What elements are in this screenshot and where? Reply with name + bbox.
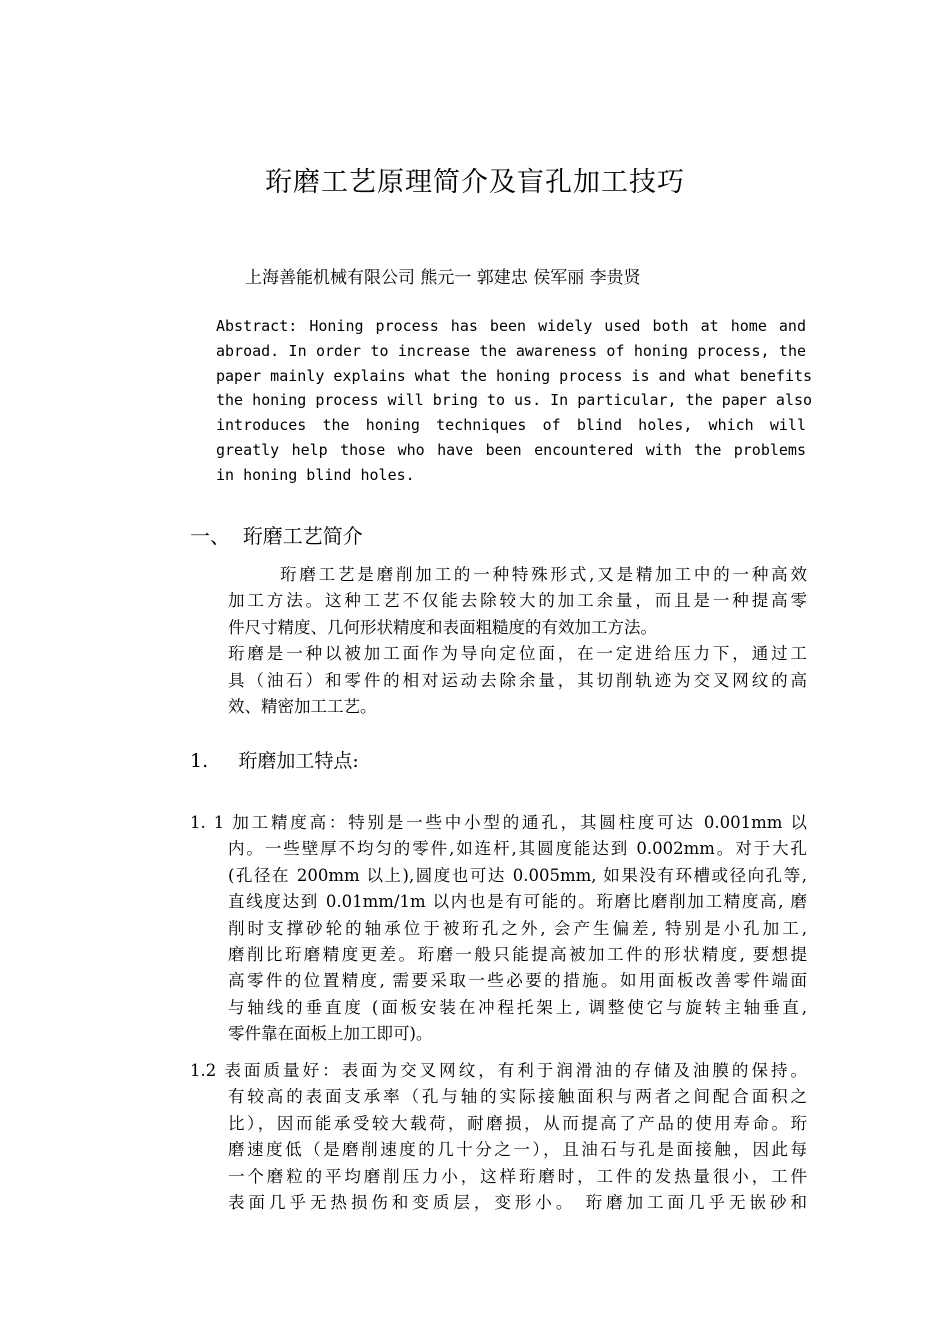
paragraph-line: 磨削比珩磨精度更差。珩磨一般只能提高被加工件的形状精度, 要想提 [228, 945, 807, 965]
paragraph-line: 内。一些壁厚不均匀的零件,如连杆,其圆度能达到 0.002mm。对于大孔 [228, 839, 807, 859]
list-item-1-2 [190, 1058, 807, 1216]
paragraph-line: 与轴线的垂直度 (面板安装在冲程托架上, 调整使它与旋转主轴垂直, [228, 997, 807, 1017]
abstract-line: abroad. In order to increase the awareness of honing process, the [216, 341, 806, 360]
list-item-1-1 [190, 810, 807, 1048]
abstract-line: introduces the honing techniques of blind holes, which will [216, 416, 806, 435]
paragraph-line: 表面几乎无热损伤和变质层，变形小。 珩磨加工面几乎无嵌砂和 [228, 1193, 807, 1213]
abstract-line: in honing blind holes. [216, 465, 415, 484]
section-intro-paragraph [228, 562, 807, 720]
paragraph-line: (孔径在 200mm 以上),圆度也可达 0.005mm, 如果没有环槽或径向孔等, [228, 865, 807, 885]
paragraph-line: 件尺寸精度、几何形状精度和表面粗糙度的有效加工方法。 [228, 617, 657, 637]
paragraph-line: 珩磨工艺是磨削加工的一种特殊形式,又是精加工中的一种高效 [280, 565, 807, 584]
paragraph-line: 高零件的位置精度, 需要采取一些必要的措施。如用面板改善零件端面 [228, 971, 807, 991]
paragraph-line: 磨速度低（是磨削速度的几十分之一），且油石与孔是面接触，因此每 [228, 1140, 807, 1160]
paragraph-line: 零件靠在面板上加工即可)。 [228, 1024, 433, 1044]
abstract-line: Abstract: Honing process has been widely used both at home and [216, 317, 806, 335]
author-line: 上海善能机械有限公司 熊元一 郭建忠 侯军丽 李贵贤 [245, 268, 641, 288]
abstract-line: greatly help those who have been encountered with the problems [216, 440, 806, 459]
paragraph-line: 削时支撑砂轮的轴承位于被珩孔之外, 会产生偏差, 特别是小孔加工, [228, 918, 807, 938]
paragraph-line: 具（油石）和零件的相对运动去除余量，其切削轨迹为交叉网纹的高 [228, 670, 807, 690]
paragraph-line: 比），因而能承受较大载荷，耐磨损，从而提高了产品的使用寿命。珩 [228, 1113, 807, 1133]
subsection-heading: 1. 珩磨加工特点: [190, 750, 359, 772]
paragraph-line: 一个磨粒的平均磨削压力小，这样珩磨时，工件的发热量很小，工件 [228, 1166, 807, 1186]
abstract-line: paper mainly explains what the honing process is and what benefits [216, 366, 813, 385]
page-title: 珩磨工艺原理简介及盲孔加工技巧 [265, 167, 685, 198]
abstract-line: the honing process will bring to us. In particular, the paper also [216, 391, 813, 410]
paragraph-line: 直线度达到 0.01mm/1m 以内也是有可能的。珩磨比磨削加工精度高, 磨 [228, 892, 807, 912]
paragraph-line: 有较高的表面支承率（孔与轴的实际接触面积与两者之间配合面积之 [228, 1087, 807, 1107]
paragraph-line: 效、精密加工工艺。 [228, 697, 377, 717]
abstract-block [216, 314, 813, 488]
paragraph-line: 1. 1 加工精度高：特别是一些中小型的通孔，其圆柱度可达 0.001mm 以 [190, 813, 807, 832]
paragraph-line: 加工方法。这种工艺不仅能去除较大的加工余量，而且是一种提高零 [228, 591, 807, 611]
paragraph-line: 1.2 表面质量好：表面为交叉网纹，有利于润滑油的存储及油膜的保持。 [190, 1061, 807, 1080]
section-heading: 一、 珩磨工艺简介 [190, 524, 363, 548]
paragraph-line: 珩磨是一种以被加工面作为导向定位面，在一定进给压力下，通过工 [228, 644, 807, 664]
